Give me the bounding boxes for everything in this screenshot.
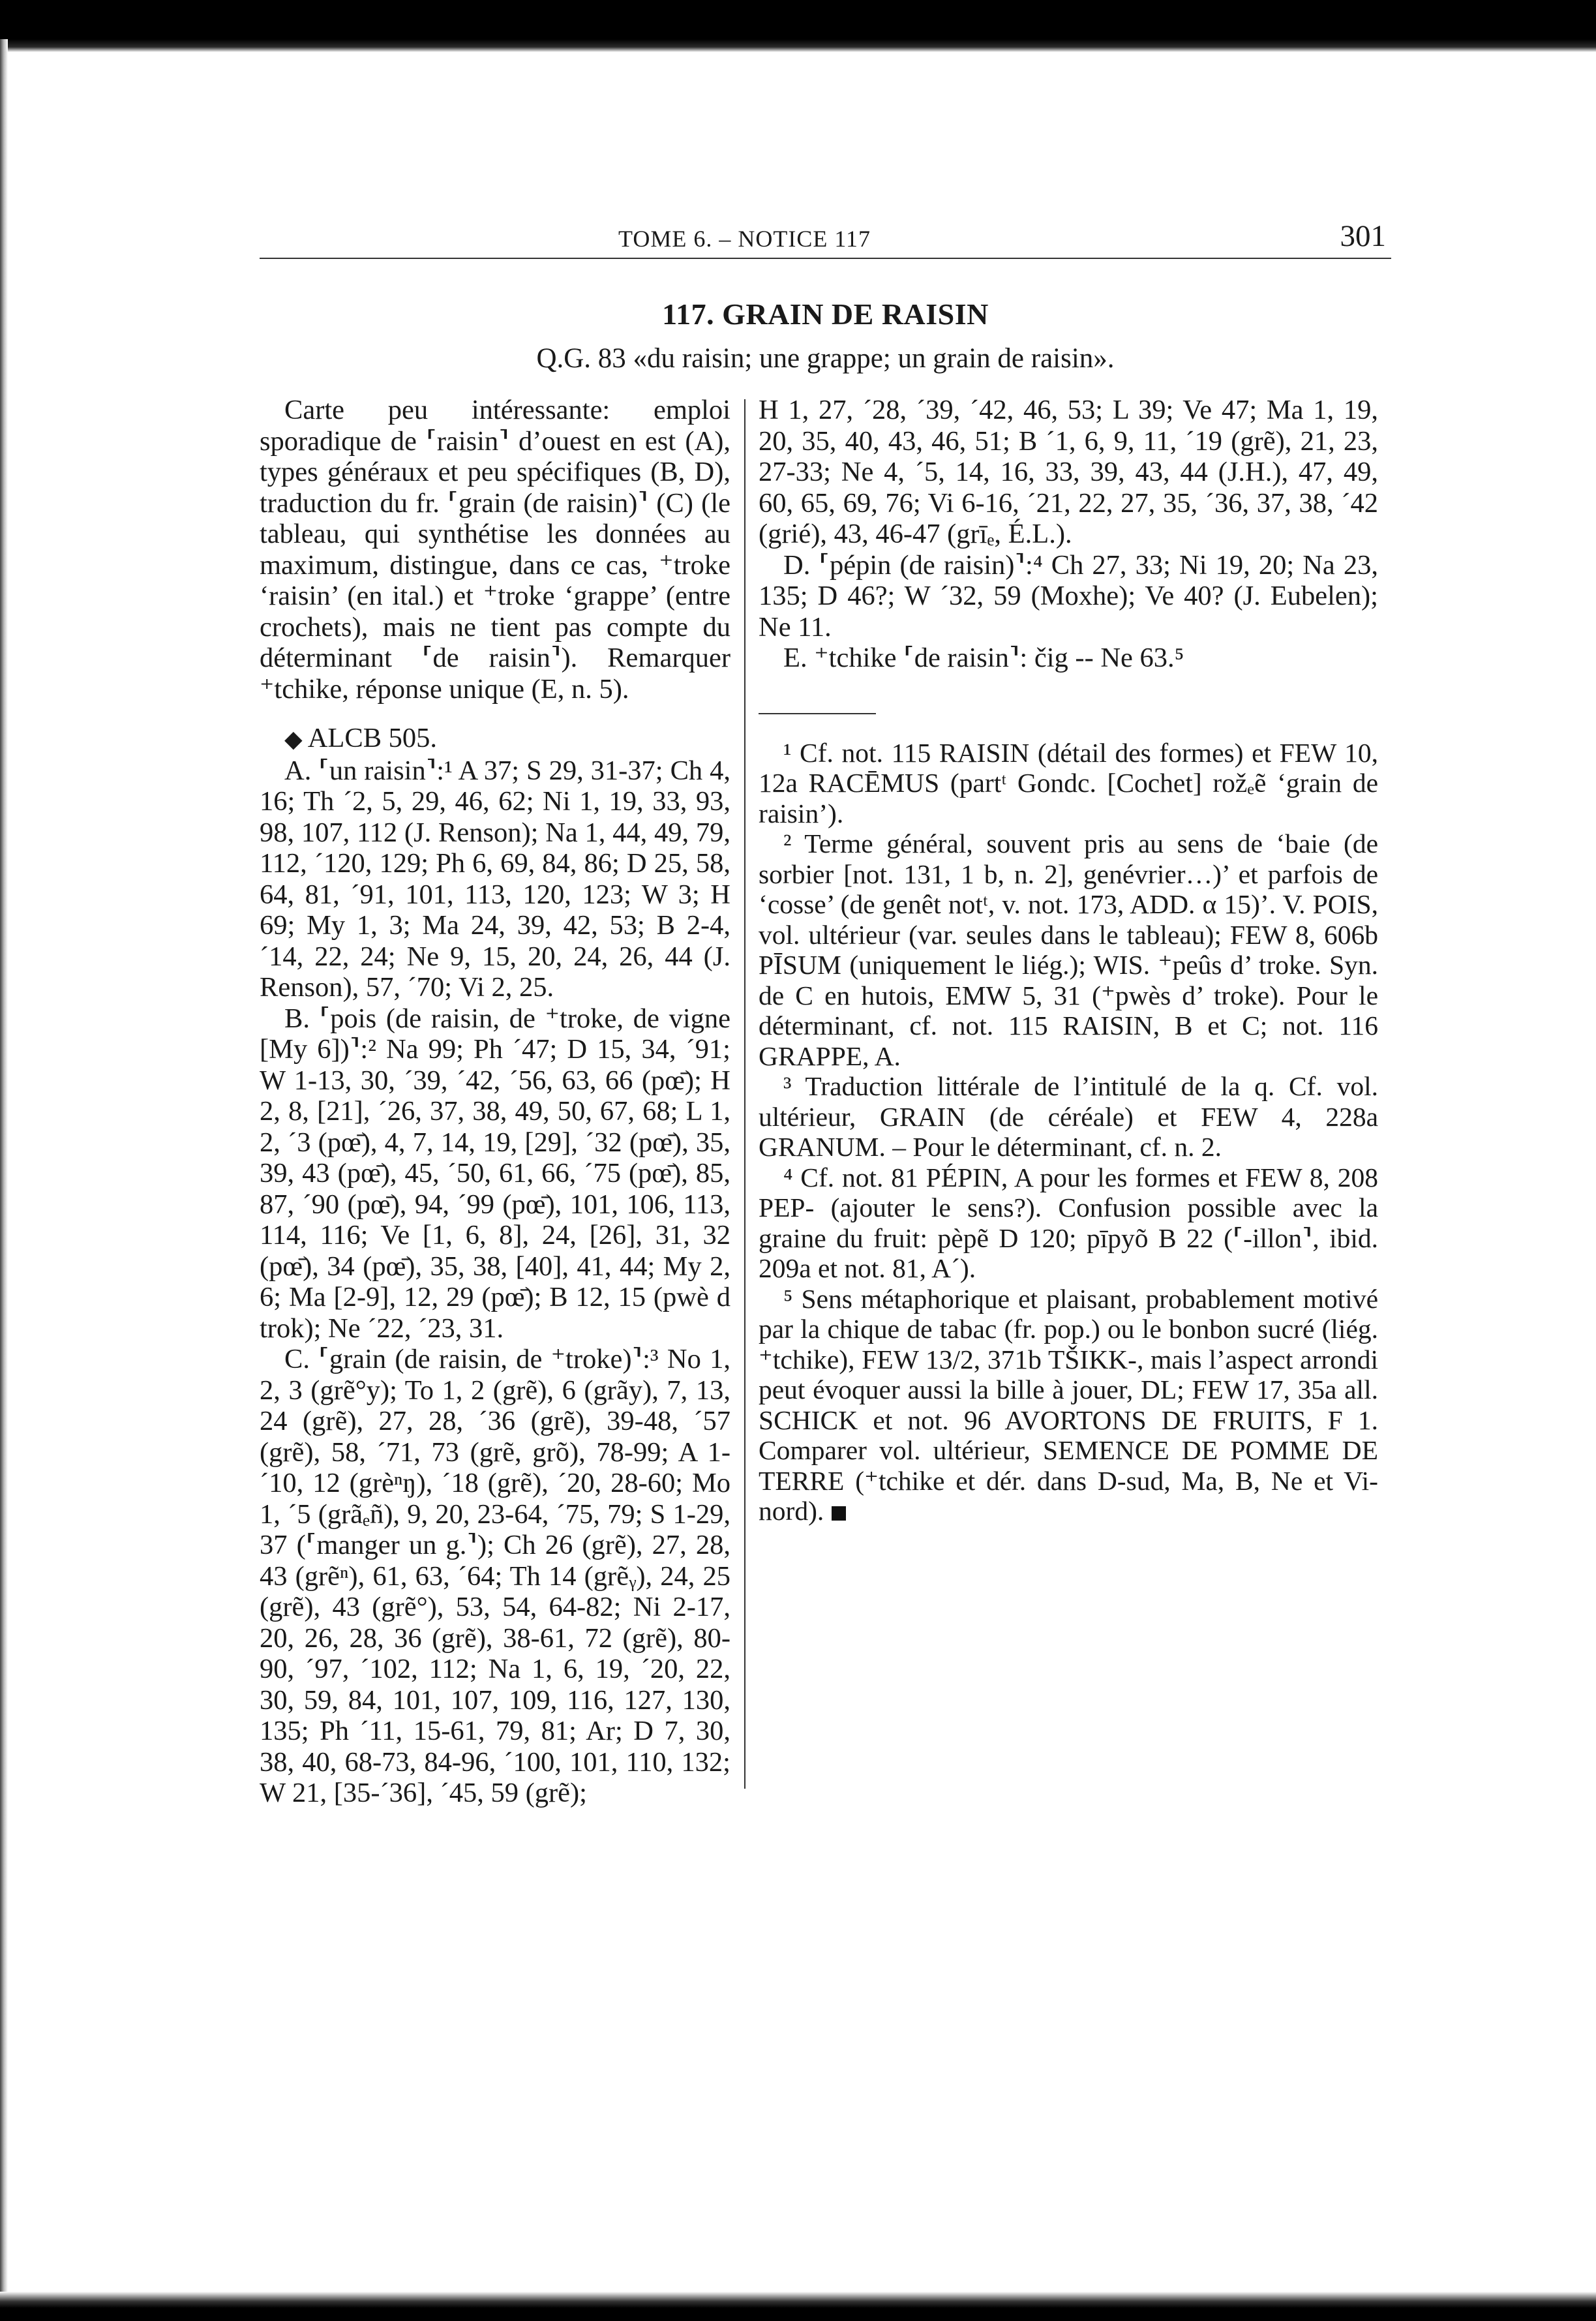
notice-subtitle: Q.G. 83 «du raisin; une grappe; un grain de raisin». [536, 343, 1115, 374]
section-d: D. ⸢pépin (de raisin)⸣:⁴ Ch 27, 33; Ni 19, 20; Na 23, 135; D 46?; W ´32, 59 (Moxhe); Ve 40? (J. Eubelen); Ne 11. [759, 549, 1378, 643]
section-b: B. ⸢pois (de raisin, de ⁺troke, de vigne [My 6])⸣:² Na 99; Ph ´47; D 15, 34, ´91; W 1-13, 30, ´39, ´42, ´56, 63, 66 (pœ̄); H 2, 8, [21], ´26, 37, 38, 49, 50, 67, 68; L 1, 2, ´3 (pœ̄), 4, 7, 14, 19, [29], ´32 (pœ̄), 35, 39, 43 (pœ̄), 45, ´50, 61, 66, ´75 (pœ̄), 85, 87, ´90 (pœ̄), 94, ´99 (pœ̄), 101, 106, 113, 114, 116; Ve [1, 6, 8], 24, [26], 31, 32 (pœ̄), 34 (pœ̄), 35, 38, [40], 41, 44; My 2, 6; Ma [2-9], 12, 29 (pœ̄); B 12, 15 (pwè d trok); Ne ´22, ´23, 31. [260, 1003, 730, 1344]
section-e: E. ⁺tchike ⸢de raisin⸣: čig -- Ne 63.⁵ [783, 643, 1184, 673]
right-column [759, 395, 1378, 1526]
running-head: TOME 6. – NOTICE 117 [618, 226, 871, 252]
page-header [260, 219, 1391, 259]
page-number: 301 [1340, 219, 1386, 253]
footnote-3: ³ Traduction littérale de l’intitulé de la q. Cf. vol. ultérieur, GRAIN (de céréale) et FEW 4, 228a GRANUM. – Pour le déterminant, cf. n. 2. [759, 1071, 1378, 1162]
reference-line [260, 723, 730, 755]
reference-text: ALCB 505. [307, 723, 438, 753]
left-column [260, 395, 730, 1809]
section-c: C. ⸢grain (de raisin, de ⁺troke)⸣:³ No 1, 2, 3 (grẽ°y); To 1, 2 (grẽ), 6 (grãy), 7, 13, 24 (grẽ), 27, 28, ´36 (grẽ), 39-48, ´57 (grẽ), 58, ´71, 73 (grẽ, grõ), 78-99; A 1-´10, 12 (grèⁿŋ), ´18 (grẽ), ´20, 28-60; Mo 1, ´5 (grãₑñ), 9, 20, 23-64, ´75, 79; S 1-29, 37 (⸢manger un g.⸣); Ch 26 (grẽ), 27, 28, 43 (grẽⁿ), 61, 63, ´64; Th 14 (grẽᵧ), 24, 25 (grẽ), 43 (grẽ°), 53, 54, 64-82; Ni 2-17, 20, 26, 28, 36 (grẽ), 38-61, 72 (grẽ), 80-90, ´97, ´102, 112; Na 1, 6, 19, ´20, 22, 30, 59, 84, 101, 107, 109, 116, 127, 130, 135; Ph ´11, 15-61, 79, 81; Ar; D 7, 30, 38, 40, 68-73, 84-96, ´100, 101, 110, 132; W 21, [35-´36], ´45, 59 (grẽ); [260, 1344, 730, 1808]
footnote-1: ¹ Cf. not. 115 RAISIN (détail des formes) et FEW 10, 12a RACĒMUS (partᵗ Gondc. [Cochet] rožₑẽ ‘grain de raisin’). [759, 737, 1378, 828]
intro-paragraph: Carte peu intéressante: emploi sporadique de ⸢raisin⸣ d’ouest en est (A), types généraux et peu spécifiques (B, D), traduction du fr. ⸢grain (de raisin)⸣ (C) (le tableau, qui synthétise les données au maximum, distingue, dans ce cas, ⁺troke ‘raisin’ (en ital.) et ⁺troke ‘grappe’ (entre crochets), mais ne tient pas compte du déterminant ⸢de raisin⸣). Remarquer ⁺tchike, réponse unique (E, n. 5). [260, 395, 730, 705]
footnote-5 [759, 1284, 1378, 1526]
notice-title: 117. GRAIN DE RAISIN [662, 297, 989, 331]
column-divider [744, 399, 745, 1789]
end-square-icon [832, 1506, 846, 1521]
footnote-4: ⁴ Cf. not. 81 PÉPIN, A pour les formes et FEW 8, 208 PEP- (ajouter le sens?). Confusion possible avec la graine du fruit: pèpẽ D 120; pīpyõ B 22 (⸢-illon⸣, ibid. 209a et not. 81, A´). [759, 1162, 1378, 1283]
footnote-5-text: ⁵ Sens métaphorique et plaisant, probablement motivé par la chique de tabac (fr. pop.) ou le bonbon sucré (liég. ⁺tchike), FEW 13/2, 371b TŠIKK-, mais l’aspect arrondi peut évoquer aussi la bille à jouer, DL; FEW 17, 35a all. SCHICK et not. 96 AVORTONS DE FRUITS, F 1. Comparer vol. ultérieur, SEMENCE DE POMME DE TERRE (⁺tchike et dér. dans D-sud, Ma, B, Ne et Vi-nord). [759, 1283, 1378, 1526]
section-a: A. ⸢un raisin⸣:¹ A 37; S 29, 31-37; Ch 4, 16; Th ´2, 5, 29, 46, 62; Ni 1, 19, 33, 93, 98, 107, 112 (J. Renson); Na 1, 44, 49, 79, 112, ´120, 129; Ph 6, 69, 84, 86; D 25, 58, 64, 81, ´91, 101, 113, 120, 123; W 3; H 69; My 1, 3; Ma 24, 39, 42, 53; B 2-4, ´14, 22, 24; Ne 9, 15, 20, 24, 26, 44 (J. Renson), 57, ´70; Vi 2, 25. [260, 755, 730, 1003]
diamond-icon: ◆ [284, 726, 303, 752]
footnote-2: ² Terme général, souvent pris au sens de ‘baie (de sorbier [not. 131, 1 b, n. 2], genévrier…)’ et parfois de ‘cosse’ (de genêt notᵗ, v. not. 173, ADD. α 15)’. V. POIS, vol. ultérieur (var. seules dans le tableau); FEW 8, 606b PĪSUM (uniquement le liég.); WIS. ⁺peûs d’ troke. Syn. de C en hutois, EMW 5, 31 (⁺pwès d’ troke). Pour le déterminant, cf. not. 115 RAISIN, B et C; not. 116 GRAPPE, A. [759, 828, 1378, 1071]
section-c-continued: H 1, 27, ´28, ´39, ´42, 46, 53; L 39; Ve 47; Ma 1, 19, 20, 35, 40, 43, 46, 51; B ´1, 6, 9, 11, ´19 (grẽ), 21, 23, 27-33; Ne 4, ´5, 14, 16, 33, 39, 43, 44 (J.H.), 47, 49, 60, 65, 69, 76; Vi 6-16, ´21, 22, 27, 35, ´36, 37, 38, ´42 (grié), 43, 46-47 (grīₑ, É.L.). [759, 395, 1378, 549]
footnote-rule [759, 713, 876, 714]
